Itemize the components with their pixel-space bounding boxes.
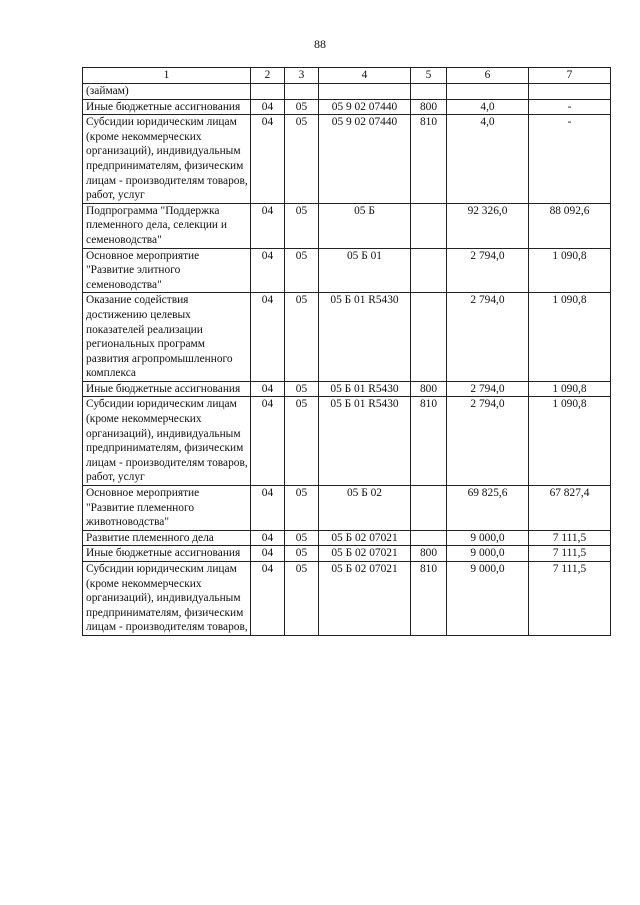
table-row [83, 115, 611, 204]
cell-section: 04 [251, 486, 285, 531]
column-header: 2 [251, 68, 285, 84]
row-name: Подпрограмма "Поддержка племенного дела, селекции и семеноводства" [83, 203, 251, 248]
cell-value-7: 88 092,6 [529, 203, 611, 248]
table-row [83, 99, 611, 115]
budget-table [82, 67, 611, 636]
cell-value-7: - [529, 99, 611, 115]
table-row [83, 397, 611, 486]
cell-subsection: 05 [285, 99, 319, 115]
row-name: Субсидии юридическим лицам (кроме некоммерческих организаций), индивидуальным предпринимателям, физическим лицам - производителям товаров, работ, услуг [83, 397, 251, 486]
cell-expense-type: 800 [411, 546, 447, 562]
cell-target-article: 05 Б 01 [319, 248, 411, 293]
row-name: Иные бюджетные ассигнования [83, 381, 251, 397]
row-name: Субсидии юридическим лицам (кроме некоммерческих организаций), индивидуальным предпринимателям, физическим лицам - производителям товаров, [83, 562, 251, 636]
cell-target-article: 05 Б 01 R5430 [319, 397, 411, 486]
cell-target-article: 05 Б [319, 203, 411, 248]
row-name: Основное мероприятие "Развитие племенного животноводства" [83, 486, 251, 531]
cell-expense-type: 800 [411, 99, 447, 115]
row-name: Иные бюджетные ассигнования [83, 99, 251, 115]
cell-value-6: 9 000,0 [447, 546, 529, 562]
cell-target-article: 05 Б 02 07021 [319, 546, 411, 562]
row-name: Оказание содействия достижению целевых показателей реализации региональных программ развития агропромышленного комплекса [83, 293, 251, 382]
cell-expense-type [411, 486, 447, 531]
cell-target-article: 05 9 02 07440 [319, 115, 411, 204]
cell-target-article: 05 Б 02 07021 [319, 530, 411, 546]
cell-section: 04 [251, 115, 285, 204]
cell-value-7 [529, 84, 611, 100]
cell-target-article [319, 84, 411, 100]
cell-expense-type: 800 [411, 381, 447, 397]
row-name: Основное мероприятие "Развитие элитного семеноводства" [83, 248, 251, 293]
table-row [83, 562, 611, 636]
cell-value-6: 2 794,0 [447, 381, 529, 397]
cell-subsection: 05 [285, 293, 319, 382]
column-header: 7 [529, 68, 611, 84]
cell-value-7: 7 111,5 [529, 530, 611, 546]
cell-section: 04 [251, 203, 285, 248]
cell-subsection: 05 [285, 381, 319, 397]
cell-subsection: 05 [285, 397, 319, 486]
cell-value-6: 4,0 [447, 99, 529, 115]
cell-value-6: 9 000,0 [447, 562, 529, 636]
cell-value-6: 69 825,6 [447, 486, 529, 531]
cell-section: 04 [251, 381, 285, 397]
cell-value-6 [447, 84, 529, 100]
table-row [83, 486, 611, 531]
cell-value-6: 4,0 [447, 115, 529, 204]
cell-expense-type [411, 203, 447, 248]
cell-target-article: 05 Б 01 R5430 [319, 293, 411, 382]
row-name: (займам) [83, 84, 251, 100]
cell-value-6: 92 326,0 [447, 203, 529, 248]
cell-expense-type [411, 530, 447, 546]
cell-value-7: 1 090,8 [529, 248, 611, 293]
cell-section: 04 [251, 99, 285, 115]
table-row [83, 84, 611, 100]
cell-expense-type: 810 [411, 562, 447, 636]
cell-value-7: 1 090,8 [529, 293, 611, 382]
table-row [83, 530, 611, 546]
cell-target-article: 05 9 02 07440 [319, 99, 411, 115]
cell-expense-type: 810 [411, 115, 447, 204]
table-row [83, 248, 611, 293]
cell-subsection: 05 [285, 115, 319, 204]
cell-section [251, 84, 285, 100]
cell-subsection: 05 [285, 530, 319, 546]
cell-section: 04 [251, 248, 285, 293]
cell-value-7: 1 090,8 [529, 397, 611, 486]
table-header-row [83, 68, 611, 84]
cell-subsection: 05 [285, 203, 319, 248]
cell-section: 04 [251, 562, 285, 636]
row-name: Субсидии юридическим лицам (кроме некоммерческих организаций), индивидуальным предпринимателям, физическим лицам - производителям товаров, работ, услуг [83, 115, 251, 204]
cell-value-7: 1 090,8 [529, 381, 611, 397]
table-row [83, 546, 611, 562]
table-row [83, 293, 611, 382]
column-header: 3 [285, 68, 319, 84]
cell-value-7: 7 111,5 [529, 546, 611, 562]
cell-value-7: 7 111,5 [529, 562, 611, 636]
cell-value-7: 67 827,4 [529, 486, 611, 531]
table-row [83, 381, 611, 397]
column-header: 6 [447, 68, 529, 84]
row-name: Иные бюджетные ассигнования [83, 546, 251, 562]
cell-subsection: 05 [285, 546, 319, 562]
cell-value-6: 9 000,0 [447, 530, 529, 546]
cell-section: 04 [251, 397, 285, 486]
cell-expense-type [411, 84, 447, 100]
cell-target-article: 05 Б 01 R5430 [319, 381, 411, 397]
column-header: 4 [319, 68, 411, 84]
cell-section: 04 [251, 546, 285, 562]
column-header: 5 [411, 68, 447, 84]
column-header: 1 [83, 68, 251, 84]
cell-expense-type [411, 248, 447, 293]
cell-subsection: 05 [285, 248, 319, 293]
row-name: Развитие племенного дела [83, 530, 251, 546]
cell-expense-type [411, 293, 447, 382]
table-row [83, 203, 611, 248]
cell-expense-type: 810 [411, 397, 447, 486]
cell-value-6: 2 794,0 [447, 248, 529, 293]
cell-subsection: 05 [285, 562, 319, 636]
cell-value-7: - [529, 115, 611, 204]
cell-section: 04 [251, 293, 285, 382]
cell-section: 04 [251, 530, 285, 546]
cell-value-6: 2 794,0 [447, 293, 529, 382]
cell-target-article: 05 Б 02 07021 [319, 562, 411, 636]
cell-subsection: 05 [285, 486, 319, 531]
cell-subsection [285, 84, 319, 100]
cell-target-article: 05 Б 02 [319, 486, 411, 531]
cell-value-6: 2 794,0 [447, 397, 529, 486]
page-number: 88 [314, 37, 326, 51]
